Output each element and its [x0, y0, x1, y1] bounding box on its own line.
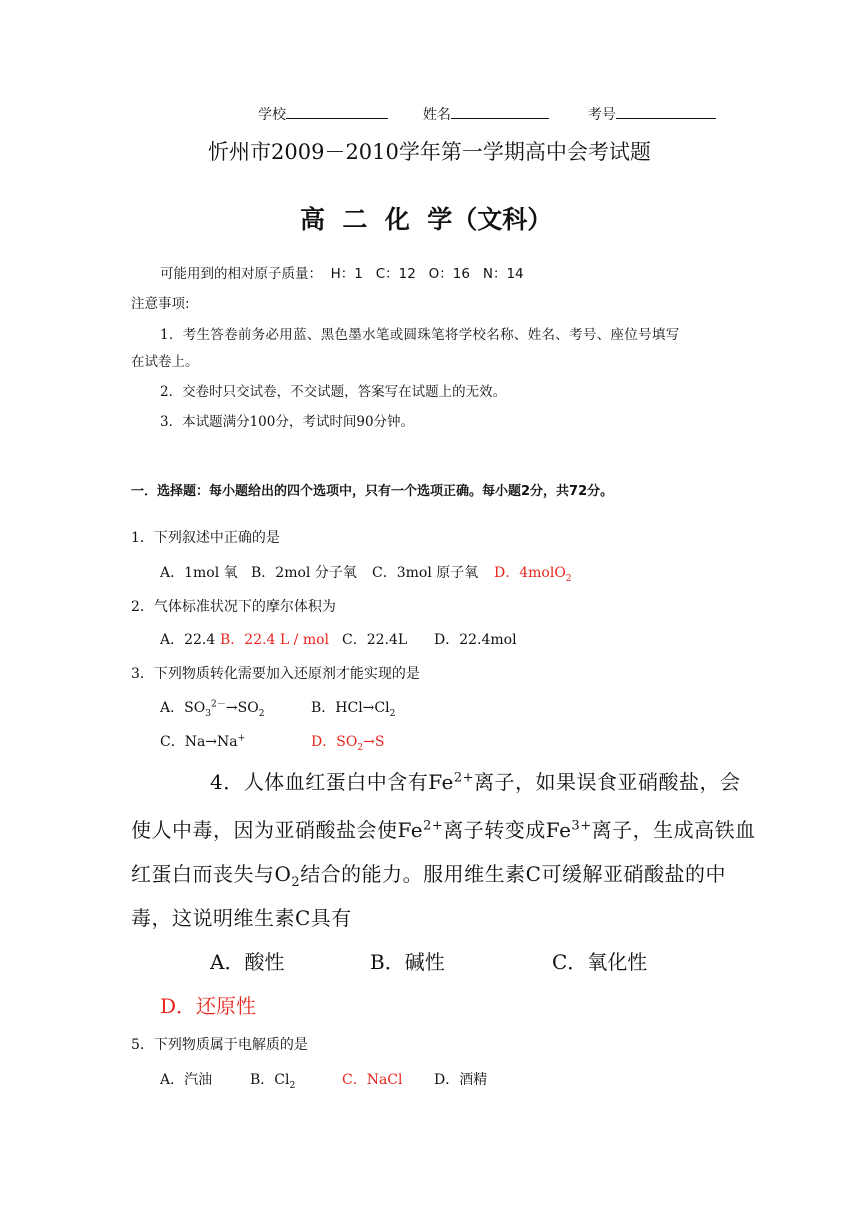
q4-line-4: 毒，这说明维生素C具有 [131, 906, 352, 930]
q4-l3-a: 红蛋白而丧失与O [131, 862, 292, 886]
q4-l2-c: 离子，生成高铁血 [591, 818, 756, 842]
q1-option-d[interactable] [494, 562, 572, 582]
q4-l2-sup1: 2+ [423, 818, 444, 834]
q5-option-d[interactable]: D．酒精 [434, 1072, 488, 1088]
school-label: 学校 [258, 107, 286, 123]
q4-l2-b: 离子转变成Fe [443, 818, 572, 842]
q4-l1-b: 离子，如果误食亚硝酸盐，会 [474, 770, 741, 794]
q2-option-a[interactable]: A．22.4 [160, 632, 216, 648]
q3-option-b[interactable] [311, 697, 395, 717]
q4-l2-a: 使人中毒，因为亚硝酸盐会使Fe [131, 818, 424, 842]
q3-b-sub: 2 [389, 708, 396, 719]
section-heading: 一．选择题：每小题给出的四个选项中，只有一个选项正确。每小题2分，共72分。 [131, 484, 614, 499]
q1-stem: 1．下列叙述中正确的是 [131, 530, 280, 546]
q1-option-a[interactable]: A．1mol 氧 [160, 565, 238, 581]
q5-option-b[interactable] [250, 1069, 295, 1089]
q3-c-sup: + [237, 733, 246, 744]
q5-option-a[interactable]: A．汽油 [160, 1072, 213, 1088]
q4-line-1 [210, 766, 741, 795]
q4-l2-sup2: 3+ [571, 818, 592, 834]
q3-option-c[interactable] [160, 731, 245, 751]
q3-d-text: D．SO [311, 734, 358, 750]
q4-l1-a: 4．人体血红蛋白中含有Fe [210, 770, 454, 794]
q1-option-b[interactable]: B．2mol 分子氧 [251, 565, 357, 581]
q4-option-c[interactable]: C．氧化性 [552, 950, 648, 974]
q1-option-d-sub: 2 [565, 573, 572, 584]
q5-stem: 5．下列物质属于电解质的是 [131, 1037, 308, 1053]
exam-title: 忻州市2009－2010学年第一学期高中会考试题 [208, 140, 651, 164]
q4-line-2 [131, 814, 756, 843]
q1-option-d-text: D．4molO [494, 565, 566, 581]
atomic-masses: 可能用到的相对原子质量： H：1 C：12 O：16 N：14 [160, 266, 524, 282]
school-blank[interactable] [286, 104, 388, 119]
id-label: 考号 [587, 107, 616, 123]
q5-b-text: B．Cl [250, 1072, 290, 1088]
q4-option-a[interactable]: A．酸性 [210, 950, 285, 974]
notice-item-3: 3．本试题满分100分，考试时间90分钟。 [160, 414, 415, 430]
q3-c-text: C．Na→Na [160, 734, 238, 750]
q4-line-3 [131, 858, 726, 890]
q4-l1-sup: 2+ [453, 770, 475, 786]
q3-d-text-2: →S [363, 734, 385, 750]
q3-b-text: B．HCl→Cl [311, 700, 390, 716]
q3-stem: 3．下列物质转化需要加入还原剂才能实现的是 [131, 666, 420, 682]
q3-a-sub-2: 2 [258, 708, 265, 719]
q2-option-c[interactable]: C．22.4L [342, 632, 408, 648]
q3-a-sup: 2－ [210, 699, 226, 710]
q4-option-b[interactable]: B．碱性 [370, 950, 445, 974]
q3-option-d[interactable] [311, 731, 384, 751]
notice-item-2: 2．交卷时只交试卷，不交试题，答案写在试题上的无效。 [160, 384, 507, 400]
q5-option-c[interactable]: C．NaCl [342, 1072, 403, 1088]
id-blank[interactable] [616, 104, 716, 119]
q3-a-sub: 3 [205, 708, 211, 719]
q4-l3-b: 结合的能力。服用维生素C可缓解亚硝酸盐的中 [300, 862, 726, 886]
notice-item-1-cont: 在试卷上。 [131, 354, 199, 370]
q5-b-sub: 2 [289, 1080, 296, 1091]
notice-item-1: 1．考生答卷前务必用蓝、黑色墨水笔或圆珠笔将学校名称、姓名、考号、座位号填写 [160, 327, 680, 343]
name-blank[interactable] [451, 104, 549, 119]
q3-d-sub: 2 [357, 742, 364, 753]
q1-option-c[interactable]: C．3mol 原子氧 [372, 565, 479, 581]
q3-a-text: A．SO [160, 700, 206, 716]
q2-stem: 2．气体标准状况下的摩尔体积为 [131, 599, 336, 615]
name-label: 姓名 [422, 107, 451, 123]
q2-option-d[interactable]: D．22.4mol [434, 632, 517, 648]
q4-option-d[interactable]: D．还原性 [160, 994, 257, 1018]
q3-a-text-2: →SO [225, 700, 259, 716]
q4-l3-sub: 2 [291, 875, 301, 890]
header-fields [258, 104, 716, 124]
notice-heading: 注意事项: [131, 296, 190, 312]
exam-subtitle: 高 二 化 学（文科） [300, 205, 553, 234]
q3-option-a[interactable] [160, 697, 264, 717]
q2-option-b[interactable]: B．22.4 L / mol [220, 632, 330, 648]
